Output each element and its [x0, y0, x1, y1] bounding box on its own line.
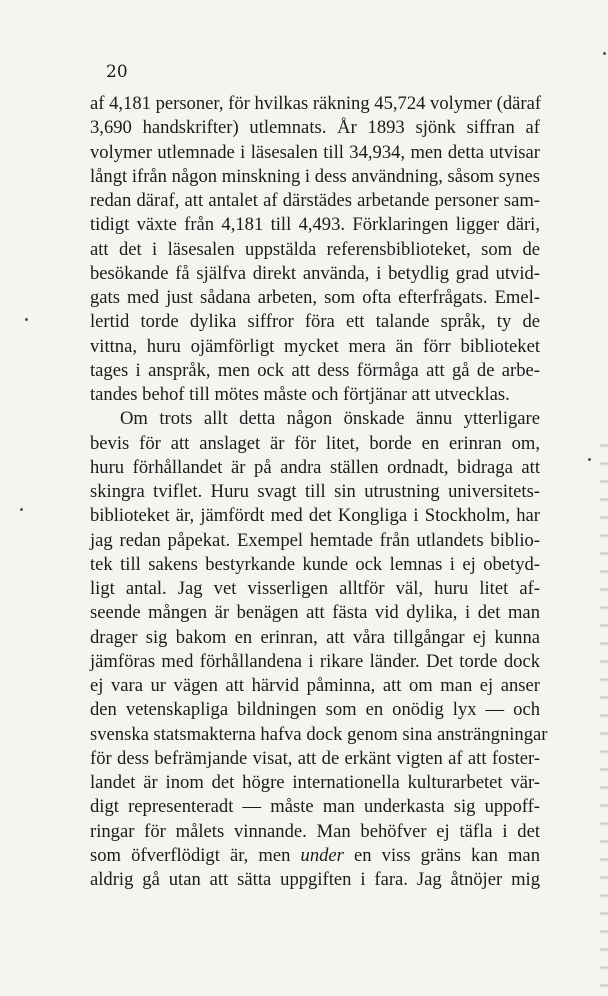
text-segment: som öfverflödigt är, men	[90, 844, 301, 866]
scan-speck	[25, 318, 28, 321]
text-line: digt representeradt — måste man underkasta sig uppoff-	[90, 796, 540, 818]
scan-speck	[20, 508, 23, 511]
text-line: den vetenskapliga bildningen som en onödig lyx — och	[90, 699, 540, 721]
scan-speck	[588, 458, 591, 461]
text-line: af 4,181 personer, för hvilkas räkning 45,724 volymer (däraf	[90, 93, 542, 114]
text-line: tidigt växte från 4,181 till 4,493. Förklaringen ligger däri,	[90, 214, 540, 236]
text-line: ej vara ur vägen att härvid påminna, att om man ej anser	[90, 675, 540, 696]
text-segment: en viss gräns kan man	[343, 844, 540, 866]
text-line: ringar för målets vinnande. Man behöfver ej täfla i det	[90, 820, 540, 842]
text-line: 3,690 handskrifter) utlemnats. År 1893 sjönk siffran af	[90, 117, 540, 139]
text-line-with-italic	[90, 844, 540, 868]
text-line: volymer utlemnade i läsesalen till 34,934, men detta utvisar	[90, 141, 540, 163]
text-line: för dess befrämjande visat, att de erkänt vigten af att foster-	[90, 747, 540, 769]
text-line: Om trots allt detta någon önskade ännu ytterligare	[120, 408, 540, 430]
text-line: redan däraf, att antalet af därstädes arbetande personer sam-	[90, 190, 540, 211]
text-line: lertid torde dylika siffror föra ett talande språk, ty de	[90, 311, 540, 333]
text-line: landet är inom det högre internationella kulturarbetet vär-	[90, 772, 540, 793]
text-line: seende mången är benägen att fästa vid dylika, i det man	[90, 602, 540, 624]
text-line: bevis för att anslaget är för litet, borde en erinran om,	[90, 432, 540, 454]
text-line: biblioteket är, jämfördt med det Kongliga i Stockholm, har	[90, 505, 540, 527]
text-line: besökande få själfva direkt använda, i betydlig grad utvid-	[90, 262, 540, 284]
text-line: tandes behof till mötes måste och förtjänar att utvecklas.	[90, 384, 510, 405]
text-line: jämföras med förhållandena i rikare länder. Det torde dock	[90, 650, 540, 672]
text-line: aldrig gå utan att sätta uppgiften i fara. Jag åtnöjer mig	[90, 869, 540, 890]
text-line: ligt antal. Jag vet visserligen alltför väl, huru litet af-	[90, 578, 540, 599]
italic-word: under	[300, 844, 344, 866]
text-line: tages i anspråk, men ock att dess förmåga att gå de arbe-	[90, 359, 540, 381]
text-line: tek till sakens bestyrkande kunde ock lemnas i ej obetyd-	[90, 553, 540, 575]
text-line: att det i läsesalen uppstälda referensbiblioteket, som de	[90, 238, 540, 260]
text-line: vittna, huru ojämförligt mycket mera än förr biblioteket	[90, 335, 540, 357]
text-line: långt ifrån någon minskning i dess användning, såsom synes	[90, 165, 540, 187]
text-line: jag redan påpekat. Exempel hemtade från utlandets biblio-	[90, 529, 540, 551]
scan-speck	[603, 52, 606, 55]
page-number: 20	[106, 62, 128, 82]
text-line: huru förhållandet är på andra ställen ordnadt, bidraga att	[90, 456, 540, 478]
text-line: skingra tviflet. Huru svagt till sin utrustning universitets-	[90, 481, 540, 502]
body-text	[90, 92, 548, 892]
text-line: gats med just sådana arbeten, som ofta efterfrågats. Emel-	[90, 287, 540, 308]
scan-edge-noise	[600, 430, 608, 990]
text-line: svenska statsmakterna hafva dock genom sina ansträngningar	[90, 723, 548, 745]
text-line: drager sig bakom en erinran, att våra tillgångar ej kunna	[90, 626, 540, 648]
